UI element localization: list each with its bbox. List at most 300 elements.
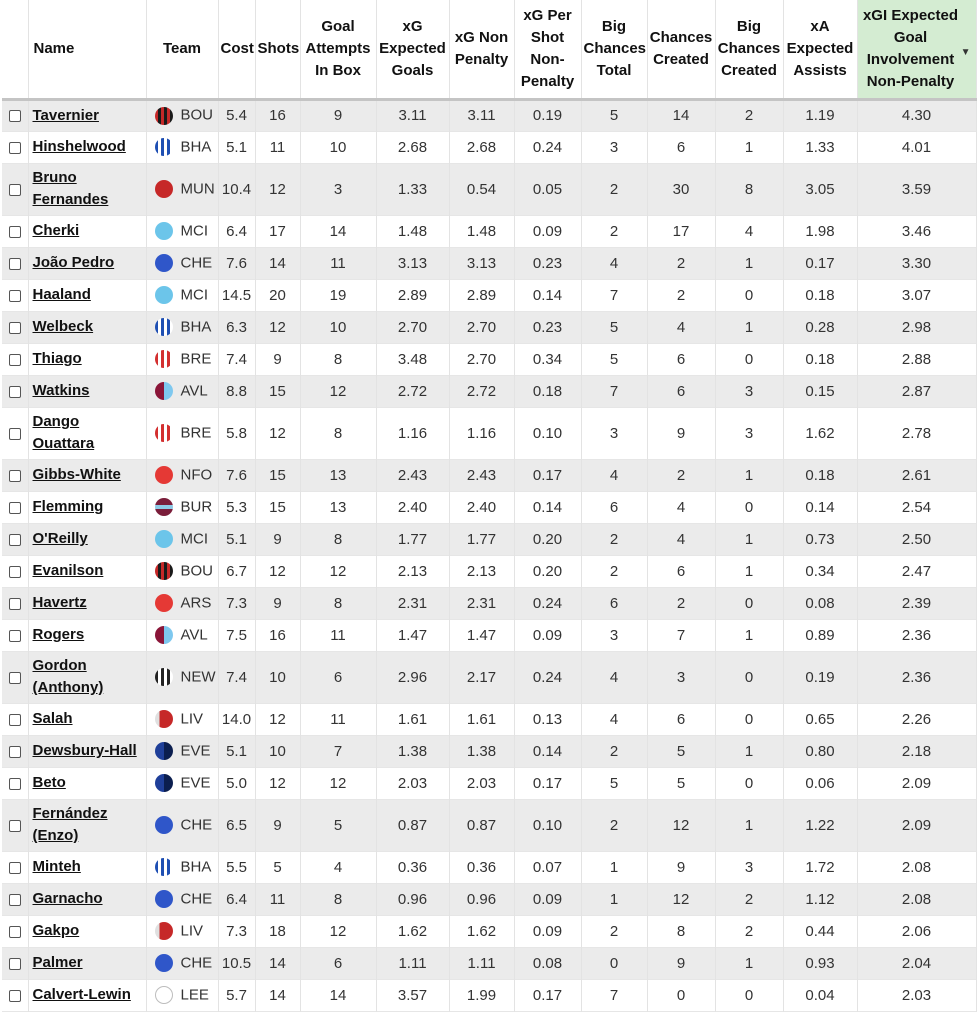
cost-cell: 6.3 <box>218 311 255 343</box>
big-chances-total-cell: 2 <box>581 523 647 555</box>
col-header-goal-attempts-in-box[interactable]: Goal Attempts In Box <box>300 0 376 99</box>
xg-np-cell: 1.61 <box>449 703 514 735</box>
cost-cell: 5.0 <box>218 767 255 799</box>
row-checkbox[interactable] <box>9 862 21 874</box>
big-chances-total-cell: 1 <box>581 851 647 883</box>
row-select-cell <box>2 343 28 375</box>
table-row <box>2 523 976 555</box>
xg-np-cell: 0.36 <box>449 851 514 883</box>
chances-created-cell: 8 <box>647 915 715 947</box>
player-name-link[interactable]: Gibbs-White <box>32 466 121 483</box>
row-select-cell <box>2 587 28 619</box>
team-cell <box>146 247 218 279</box>
box-attempts-cell: 3 <box>300 163 376 215</box>
box-attempts-cell: 14 <box>300 979 376 1011</box>
big-chances-created-cell: 0 <box>715 979 783 1011</box>
team-abbr: CHE <box>180 890 213 908</box>
player-name-link[interactable]: Hinshelwood <box>32 138 126 155</box>
team-cell <box>146 703 218 735</box>
team-badge-icon <box>155 710 173 728</box>
team-badge-icon <box>155 858 173 876</box>
xg-cell: 3.48 <box>376 343 449 375</box>
team-cell <box>146 735 218 767</box>
big-chances-total-cell: 2 <box>581 735 647 767</box>
player-name-cell <box>28 703 146 735</box>
player-name-cell <box>28 799 146 851</box>
box-attempts-cell: 8 <box>300 587 376 619</box>
xa-cell: 0.18 <box>783 459 857 491</box>
row-select-cell <box>2 703 28 735</box>
table-row <box>2 979 976 1011</box>
row-checkbox[interactable] <box>9 598 21 610</box>
xa-cell: 0.18 <box>783 279 857 311</box>
big-chances-total-cell: 3 <box>581 619 647 651</box>
xg-np-cell: 2.17 <box>449 651 514 703</box>
xg-cell: 1.11 <box>376 947 449 979</box>
xg-per-shot-cell: 0.17 <box>514 459 581 491</box>
team-abbr: BUR <box>180 498 213 516</box>
caret-down-icon: ▼ <box>960 47 971 58</box>
row-checkbox[interactable] <box>9 290 21 302</box>
chances-created-cell: 7 <box>647 619 715 651</box>
player-name-link[interactable]: Gakpo <box>32 922 80 939</box>
row-checkbox[interactable] <box>9 428 21 440</box>
player-name-link[interactable]: Fernández (Enzo) <box>32 805 108 844</box>
team-cell <box>146 555 218 587</box>
xa-cell: 1.72 <box>783 851 857 883</box>
player-name-cell <box>28 99 146 131</box>
cost-cell: 7.4 <box>218 343 255 375</box>
xg-np-cell: 2.68 <box>449 131 514 163</box>
xgi-np-cell: 4.30 <box>857 99 976 131</box>
xgi-np-cell: 2.39 <box>857 587 976 619</box>
row-select-cell <box>2 215 28 247</box>
xg-per-shot-cell: 0.14 <box>514 279 581 311</box>
xg-per-shot-cell: 0.24 <box>514 651 581 703</box>
cost-cell: 5.1 <box>218 735 255 767</box>
big-chances-created-cell: 0 <box>715 767 783 799</box>
chances-created-cell: 9 <box>647 407 715 459</box>
player-name-link[interactable]: Tavernier <box>32 106 99 124</box>
box-attempts-cell: 4 <box>300 851 376 883</box>
team-badge-icon <box>155 774 173 792</box>
player-name-link[interactable]: Rogers <box>32 626 85 643</box>
cost-cell: 7.6 <box>218 459 255 491</box>
row-checkbox[interactable] <box>9 534 21 546</box>
team-cell <box>146 459 218 491</box>
row-checkbox[interactable] <box>9 322 21 334</box>
xg-np-cell: 1.77 <box>449 523 514 555</box>
player-name-link[interactable]: João Pedro <box>32 254 115 271</box>
player-name-link[interactable]: Evanilson <box>32 562 104 579</box>
shots-cell: 17 <box>255 215 300 247</box>
xgi-np-cell: 2.78 <box>857 407 976 459</box>
team-cell <box>146 651 218 703</box>
xg-per-shot-cell: 0.08 <box>514 947 581 979</box>
xg-cell: 1.38 <box>376 735 449 767</box>
xgi-np-cell: 2.61 <box>857 459 976 491</box>
row-checkbox[interactable] <box>9 258 21 270</box>
row-checkbox[interactable] <box>9 142 21 154</box>
row-checkbox[interactable] <box>9 778 21 790</box>
shots-cell: 15 <box>255 375 300 407</box>
xgi-np-cell: 2.54 <box>857 491 976 523</box>
team-badge-icon <box>155 138 173 156</box>
box-attempts-cell: 11 <box>300 703 376 735</box>
chances-created-cell: 6 <box>647 131 715 163</box>
team-badge-icon <box>155 222 173 240</box>
xg-np-cell: 2.13 <box>449 555 514 587</box>
xg-np-cell: 1.48 <box>449 215 514 247</box>
cost-cell: 10.4 <box>218 163 255 215</box>
row-select-cell <box>2 851 28 883</box>
xa-cell: 1.33 <box>783 131 857 163</box>
xgi-np-cell: 2.03 <box>857 979 976 1011</box>
box-attempts-cell: 19 <box>300 279 376 311</box>
big-chances-created-cell: 0 <box>715 651 783 703</box>
team-abbr: BHA <box>180 138 212 156</box>
xg-per-shot-cell: 0.19 <box>514 99 581 131</box>
player-name-link[interactable]: Salah <box>32 710 73 727</box>
cost-cell: 5.1 <box>218 523 255 555</box>
big-chances-created-cell: 1 <box>715 619 783 651</box>
big-chances-created-cell: 0 <box>715 279 783 311</box>
big-chances-total-cell: 1 <box>581 883 647 915</box>
player-name-cell <box>28 163 146 215</box>
select-column-header <box>2 0 28 99</box>
big-chances-total-cell: 4 <box>581 459 647 491</box>
row-select-cell <box>2 375 28 407</box>
shots-cell: 12 <box>255 163 300 215</box>
xgi-np-cell: 3.30 <box>857 247 976 279</box>
row-checkbox[interactable] <box>9 894 21 906</box>
player-name-cell <box>28 407 146 459</box>
row-checkbox[interactable] <box>9 820 21 832</box>
table-row <box>2 375 976 407</box>
xg-cell: 2.31 <box>376 587 449 619</box>
row-checkbox[interactable] <box>9 958 21 970</box>
chances-created-cell: 2 <box>647 247 715 279</box>
team-cell <box>146 619 218 651</box>
big-chances-total-cell: 5 <box>581 311 647 343</box>
table-row <box>2 407 976 459</box>
cost-cell: 14.5 <box>218 279 255 311</box>
box-attempts-cell: 6 <box>300 651 376 703</box>
col-header-xgi-np-label: xGI Expected Goal Involvement Non-Penalty <box>862 6 959 90</box>
row-checkbox[interactable] <box>9 470 21 482</box>
row-checkbox[interactable] <box>9 714 21 726</box>
row-checkbox[interactable] <box>9 672 21 684</box>
row-select-cell <box>2 407 28 459</box>
col-header-shots[interactable]: Shots <box>255 0 300 99</box>
xg-np-cell: 2.89 <box>449 279 514 311</box>
row-checkbox[interactable] <box>9 926 21 938</box>
xa-cell: 0.18 <box>783 343 857 375</box>
row-checkbox[interactable] <box>9 110 21 122</box>
cost-cell: 7.3 <box>218 587 255 619</box>
team-badge-icon <box>155 668 173 686</box>
big-chances-total-cell: 3 <box>581 131 647 163</box>
row-checkbox[interactable] <box>9 386 21 398</box>
row-checkbox[interactable] <box>9 746 21 758</box>
shots-cell: 14 <box>255 247 300 279</box>
big-chances-total-cell: 4 <box>581 247 647 279</box>
cost-cell: 7.4 <box>218 651 255 703</box>
xgi-np-cell: 2.98 <box>857 311 976 343</box>
xg-cell: 1.33 <box>376 163 449 215</box>
team-badge-icon <box>155 986 173 1004</box>
row-checkbox[interactable] <box>9 226 21 238</box>
shots-cell: 9 <box>255 343 300 375</box>
player-name-link[interactable]: Flemming <box>32 498 104 515</box>
big-chances-total-cell: 2 <box>581 915 647 947</box>
big-chances-created-cell: 8 <box>715 163 783 215</box>
row-select-cell <box>2 311 28 343</box>
col-header-cost[interactable]: Cost <box>218 0 255 99</box>
player-name-cell <box>28 555 146 587</box>
big-chances-total-cell: 4 <box>581 651 647 703</box>
chances-created-cell: 4 <box>647 523 715 555</box>
team-badge-icon <box>155 742 173 760</box>
team-abbr: BOU <box>180 562 214 580</box>
xa-cell: 0.04 <box>783 979 857 1011</box>
player-name-cell <box>28 523 146 555</box>
shots-cell: 15 <box>255 491 300 523</box>
big-chances-created-cell: 1 <box>715 247 783 279</box>
cost-cell: 5.7 <box>218 979 255 1011</box>
player-name-cell <box>28 491 146 523</box>
row-select-cell <box>2 247 28 279</box>
xg-per-shot-cell: 0.17 <box>514 767 581 799</box>
player-name-link[interactable]: Gordon (Anthony) <box>32 657 104 696</box>
player-name-cell <box>28 883 146 915</box>
team-badge-icon <box>155 466 173 484</box>
xg-np-cell: 0.54 <box>449 163 514 215</box>
team-badge-icon <box>155 816 173 834</box>
player-name-link[interactable]: Cherki <box>32 222 80 239</box>
team-cell <box>146 523 218 555</box>
col-header-chances-created[interactable]: Chances Created <box>647 0 715 99</box>
shots-cell: 16 <box>255 99 300 131</box>
col-header-xg[interactable]: xG Expected Goals <box>376 0 449 99</box>
player-name-link[interactable]: Dango Ouattara <box>32 413 95 452</box>
table-row <box>2 491 976 523</box>
cost-cell: 6.5 <box>218 799 255 851</box>
chances-created-cell: 6 <box>647 375 715 407</box>
player-stats-table <box>2 0 977 1012</box>
team-cell <box>146 883 218 915</box>
cost-cell: 5.8 <box>218 407 255 459</box>
xg-np-cell: 0.87 <box>449 799 514 851</box>
player-name-link[interactable]: Minteh <box>32 858 81 875</box>
player-name-link[interactable]: Palmer <box>32 954 83 971</box>
xg-np-cell: 2.70 <box>449 311 514 343</box>
table-row <box>2 279 976 311</box>
xg-per-shot-cell: 0.18 <box>514 375 581 407</box>
table-row <box>2 651 976 703</box>
player-name-link[interactable]: Havertz <box>32 594 87 611</box>
cost-cell: 5.3 <box>218 491 255 523</box>
big-chances-created-cell: 0 <box>715 587 783 619</box>
box-attempts-cell: 8 <box>300 883 376 915</box>
xa-cell: 0.17 <box>783 247 857 279</box>
table-row <box>2 767 976 799</box>
xg-cell: 1.48 <box>376 215 449 247</box>
team-badge-icon <box>155 318 173 336</box>
chances-created-cell: 5 <box>647 735 715 767</box>
player-name-link[interactable]: Welbeck <box>32 318 94 335</box>
shots-cell: 10 <box>255 735 300 767</box>
xg-per-shot-cell: 0.17 <box>514 979 581 1011</box>
player-name-link[interactable]: Garnacho <box>32 890 103 907</box>
team-cell <box>146 491 218 523</box>
row-checkbox[interactable] <box>9 990 21 1002</box>
row-checkbox[interactable] <box>9 354 21 366</box>
player-name-link[interactable]: Thiago <box>32 350 82 367</box>
big-chances-created-cell: 1 <box>715 311 783 343</box>
xg-np-cell: 1.99 <box>449 979 514 1011</box>
table-row <box>2 735 976 767</box>
team-cell <box>146 979 218 1011</box>
xg-cell: 0.36 <box>376 851 449 883</box>
team-cell <box>146 99 218 131</box>
xgi-np-cell: 3.46 <box>857 215 976 247</box>
xg-cell: 3.11 <box>376 99 449 131</box>
chances-created-cell: 4 <box>647 491 715 523</box>
xg-cell: 2.89 <box>376 279 449 311</box>
chances-created-cell: 2 <box>647 459 715 491</box>
xgi-np-cell: 4.01 <box>857 131 976 163</box>
col-header-team[interactable]: Team <box>146 0 218 99</box>
player-name-link[interactable]: Calvert-Lewin <box>32 986 131 1003</box>
team-badge-icon <box>155 350 173 368</box>
big-chances-total-cell: 4 <box>581 703 647 735</box>
team-abbr: BOU <box>180 107 214 125</box>
xg-per-shot-cell: 0.07 <box>514 851 581 883</box>
team-abbr: EVE <box>180 742 211 760</box>
xgi-np-cell: 2.26 <box>857 703 976 735</box>
xa-cell: 0.89 <box>783 619 857 651</box>
big-chances-total-cell: 2 <box>581 799 647 851</box>
cost-cell: 6.7 <box>218 555 255 587</box>
team-abbr: MUN <box>180 180 215 198</box>
xg-np-cell: 3.11 <box>449 99 514 131</box>
xg-cell: 2.03 <box>376 767 449 799</box>
big-chances-total-cell: 5 <box>581 343 647 375</box>
row-select-cell <box>2 799 28 851</box>
team-abbr: MCI <box>180 530 208 548</box>
xg-cell: 1.47 <box>376 619 449 651</box>
cost-cell: 7.5 <box>218 619 255 651</box>
shots-cell: 12 <box>255 311 300 343</box>
player-name-link[interactable]: Bruno Fernandes <box>32 169 109 208</box>
player-name-cell <box>28 247 146 279</box>
col-header-big-chances-total[interactable]: Big Chances Total <box>581 0 647 99</box>
col-header-xg-non-penalty[interactable]: xG Non Penalty <box>449 0 514 99</box>
player-name-cell <box>28 279 146 311</box>
row-checkbox[interactable] <box>9 630 21 642</box>
player-name-link[interactable]: O'Reilly <box>32 530 88 547</box>
player-name-cell <box>28 767 146 799</box>
shots-cell: 10 <box>255 651 300 703</box>
big-chances-created-cell: 0 <box>715 703 783 735</box>
box-attempts-cell: 12 <box>300 375 376 407</box>
xg-per-shot-cell: 0.09 <box>514 619 581 651</box>
xa-cell: 1.98 <box>783 215 857 247</box>
big-chances-created-cell: 1 <box>715 555 783 587</box>
player-name-link[interactable]: Beto <box>32 774 66 791</box>
row-checkbox[interactable] <box>9 502 21 514</box>
team-abbr: BRE <box>180 424 212 442</box>
xg-np-cell: 2.43 <box>449 459 514 491</box>
row-checkbox[interactable] <box>9 566 21 578</box>
team-badge-icon <box>155 254 173 272</box>
team-cell <box>146 767 218 799</box>
team-cell <box>146 587 218 619</box>
big-chances-total-cell: 3 <box>581 407 647 459</box>
box-attempts-cell: 10 <box>300 131 376 163</box>
col-header-name[interactable]: Name <box>28 0 146 99</box>
big-chances-created-cell: 2 <box>715 883 783 915</box>
player-name-cell <box>28 619 146 651</box>
big-chances-total-cell: 7 <box>581 279 647 311</box>
xgi-np-cell: 2.08 <box>857 883 976 915</box>
player-name-link[interactable]: Haaland <box>32 286 91 303</box>
table-row <box>2 587 976 619</box>
team-cell <box>146 947 218 979</box>
col-header-xg-per-shot[interactable]: xG Per Shot Non-Penalty <box>514 0 581 99</box>
table-row <box>2 619 976 651</box>
player-name-link[interactable]: Watkins <box>32 382 90 399</box>
xa-cell: 0.44 <box>783 915 857 947</box>
xg-np-cell: 1.38 <box>449 735 514 767</box>
xg-cell: 2.68 <box>376 131 449 163</box>
col-header-xa[interactable]: xA Expected Assists <box>783 0 857 99</box>
shots-cell: 5 <box>255 851 300 883</box>
row-select-cell <box>2 491 28 523</box>
big-chances-created-cell: 2 <box>715 915 783 947</box>
table-row <box>2 915 976 947</box>
xgi-np-cell: 2.08 <box>857 851 976 883</box>
team-abbr: CHE <box>180 954 213 972</box>
player-name-link[interactable]: Dewsbury-Hall <box>32 742 137 759</box>
row-select-cell <box>2 619 28 651</box>
cost-cell: 5.5 <box>218 851 255 883</box>
col-header-big-chances-created[interactable]: Big Chances Created <box>715 0 783 99</box>
team-badge-icon <box>155 530 173 548</box>
team-badge-icon <box>155 180 173 198</box>
cost-cell: 5.1 <box>218 131 255 163</box>
xg-cell: 2.96 <box>376 651 449 703</box>
box-attempts-cell: 6 <box>300 947 376 979</box>
xa-cell: 1.22 <box>783 799 857 851</box>
xg-np-cell: 0.96 <box>449 883 514 915</box>
xg-per-shot-cell: 0.20 <box>514 555 581 587</box>
shots-cell: 16 <box>255 619 300 651</box>
team-badge-icon <box>155 498 173 516</box>
col-header-xgi-np[interactable] <box>857 0 976 99</box>
shots-cell: 9 <box>255 523 300 555</box>
xgi-np-cell: 2.88 <box>857 343 976 375</box>
xgi-np-cell: 2.06 <box>857 915 976 947</box>
shots-cell: 18 <box>255 915 300 947</box>
box-attempts-cell: 10 <box>300 311 376 343</box>
box-attempts-cell: 13 <box>300 491 376 523</box>
table-row <box>2 99 976 131</box>
row-checkbox[interactable] <box>9 184 21 196</box>
table-row <box>2 247 976 279</box>
row-select-cell <box>2 99 28 131</box>
